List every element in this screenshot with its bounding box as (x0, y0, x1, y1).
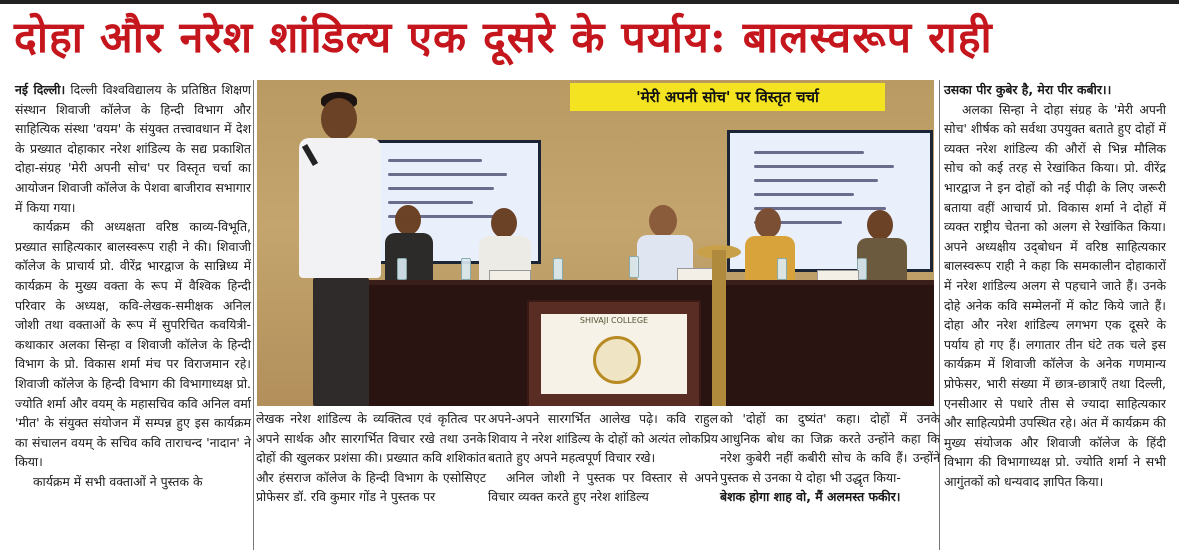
paragraph: अलका सिन्हा ने दोहा संग्रह के 'मेरी अपनी सोच' शीर्षक को सर्वथा उपयुक्त बताते हुए दोहों में व्यक्त नरेश शांडिल्य की औरों से भिन्न मौलिक सोच को कई तरह से रेखांकित किया। प्रो. वीरेंद्र भारद्वाज ने इन दोहों को नई पीढ़ी के लिए जरूरी बताया वहीं आचार्य प्रो. विकास शर्मा ने दोहों में व्यक्त राष्ट्रीय चेतना को अलग से रेखांकित किया। अपने अध्यक्षीय उद्‌बोधन में वरिष्ठ साहित्यकार बालस्वरूप राही ने कहा कि समकालीन दोहाकारों में नरेश शांडिल्य अलग से पहचाने जाते हैं। उनके दोहे अनेक कवि सम्मेलनों में कोट किये जाते हैं। दोहा और नरेश शांडिल्य लगभग एक दूसरे के पर्याय हो गए हैं। लगातार तीन घंटे तक चले इस कार्यक्रम में शिवाजी कॉलेज के अनेक गणमान्य प्रोफेसर, भारी संख्या में छात्र-छात्राएँ तथा दिल्ली, एनसीआर से पधारे तीस से ज्यादा साहित्यकार और साहित्यप्रेमी उपस्थित रहे। अंत में कार्यक्रम की मुख्य संयोजक और शिवाजी कॉलेज के हिंदी विभाग की विभागाध्यक्ष प्रो. ज्योति शर्मा ने सभी आगुंतकों को धन्यवाद ज्ञापित किया। (944, 101, 1166, 489)
brass-lamp (712, 250, 726, 406)
article-column-1 (15, 80, 251, 550)
top-rule (0, 0, 1179, 4)
dateline: नई दिल्ली। (15, 82, 66, 97)
paragraph: को 'दोहों का दुष्यंत' कहा। दोहों में उनके आधुनिक बोध का जिक्र करते उन्होंने कहा कि नरेश कुबेरी नहीं कबीरी सोच के कवि हैं। उन्होंने पुस्तक से उनका ये दोहा भी उद्धृत किया- (720, 411, 940, 485)
intro-text: दिल्ली विश्वविद्यालय के प्रतिष्ठित शिक्षण संस्थान शिवाजी कॉलेज के हिन्दी विभाग और साहित्यिक संस्था 'वयम' के संयुक्त तत्त्वावधान में देश के प्रख्यात दोहाकार नरेश शांडिल्य के सद्य प्रकाशित दोहा-संग्रह 'मेरी अपनी सोच' पर विस्तृत चर्चा का आयोजन शिवाजी कॉलेज के पेशवा बाजीराव सभागार में किया गया। (15, 82, 251, 215)
podium (527, 300, 701, 406)
event-photo (257, 80, 934, 406)
paragraph-program: कार्यक्रम की अध्यक्षता वरिष्ठ काव्य-विभूति, प्रख्यात साहित्यकार बालस्वरूप राही ने की। शिवाजी कॉलेज के प्राचार्य प्रो. वीरेंद्र भारद्वाज के सान्निध्य में कार्यक्रम के मुख्य वक्ता के रूप में वैश्विक हिन्दी परिवार के अध्यक्ष, कवि-लेखक-समीक्षक अनिल जोशी तथा वक्ताओं के रूप में सुपरिचित कवयित्री-कथाकार अलका सिन्हा व शिवाजी कॉलेज के हिन्दी विभाग के प्रो. विकास शर्मा मंच पर विराजमान रहे। शिवाजी कॉलेज के हिन्दी विभाग की विभागाध्यक्ष प्रो. ज्योति शर्मा और वयम् के महासचिव कवि अनिल वर्मा 'मीत' के संयुक्त संयोजन में सम्पन्न हुए इस कार्यक्रम का संचालन वयम् के सचिव कवि ताराचन्द 'नादान' ने किया। (15, 219, 251, 470)
article-column-5 (944, 80, 1166, 550)
headline: दोहा और नरेश शांडिल्य एक दूसरे के पर्याय: बालस्वरूप राही (14, 13, 993, 63)
college-logo (593, 336, 641, 384)
photo-caption: 'मेरी अपनी सोच' पर विस्तृत चर्चा (570, 83, 885, 111)
couplet-line: बेशक होगा शाह वो, मैं अलमस्त फकीर। (720, 489, 901, 505)
paragraph: अपने-अपने सारगर्भित आलेख पढ़े। कवि राहुल शिवाय ने नरेश शांडिल्य के दोहों को अत्यंत लोकप्रिय बताते हुए अपने महत्वपूर्ण विचार रखे। (488, 411, 718, 466)
paragraph-intro (15, 80, 251, 217)
couplet-line: उसका पीर कुबेर है, मेरा पीर कबीर।। (944, 82, 1112, 97)
article-column-3 (488, 409, 718, 507)
article-column-4 (720, 409, 940, 507)
podium-label: SHIVAJI COLLEGE (579, 316, 649, 325)
column-rule (253, 80, 254, 550)
paragraph: लेखक नरेश शांडिल्य के व्यक्तित्व एवं कृतित्व पर अपने सार्थक और सारगर्भित विचार रखे तथा उनके दोहों की खुलकर प्रशंसा की। प्रख्यात कवि शशिकांत और हंसराज कॉलेज के हिन्दी विभाग के एसोसिएट प्रोफेसर डॉ. रवि कुमार गोंड ने पुस्तक पर (256, 411, 486, 505)
article-column-2 (256, 409, 486, 507)
paragraph-continues: कार्यक्रम में सभी वक्ताओं ने पुस्तक के (33, 473, 203, 489)
paragraph: अनिल जोशी ने पुस्तक पर विस्तार से अपने विचार व्यक्त करते हुए नरेश शांडिल्य (488, 469, 718, 505)
